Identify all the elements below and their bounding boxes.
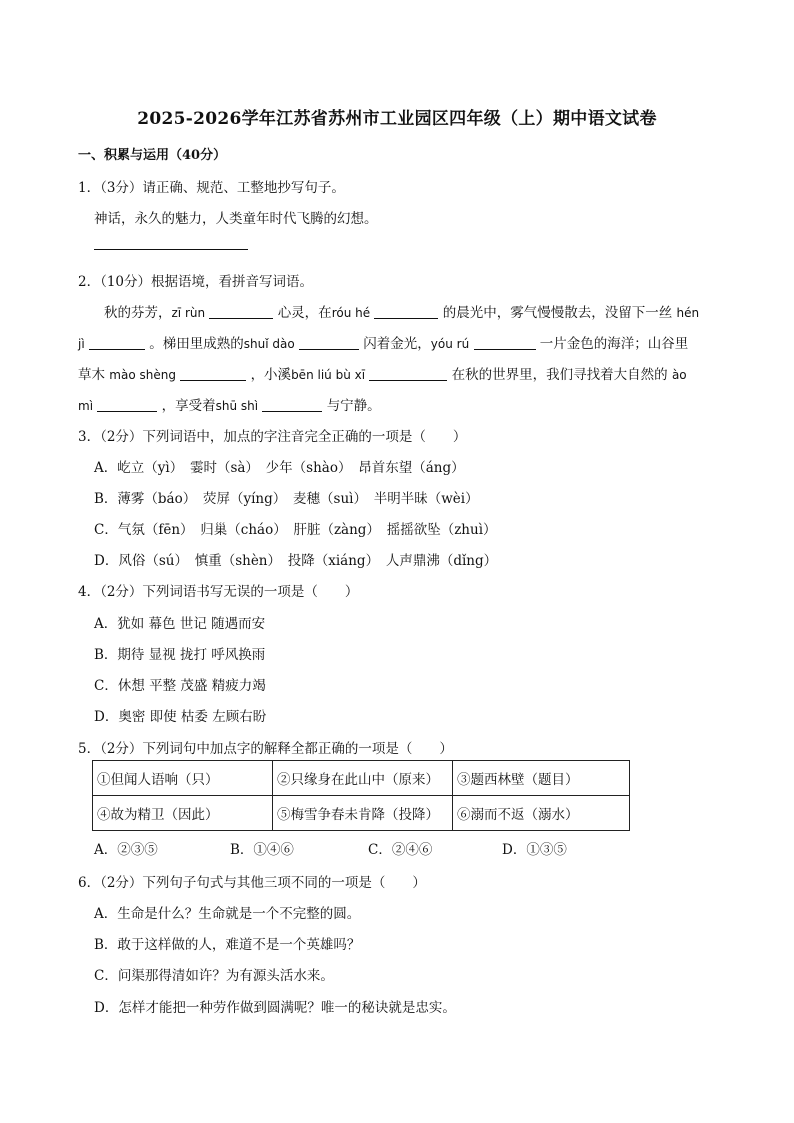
option-d[interactable]: D．奥密 即使 枯委 左顾右盼 [94, 709, 267, 725]
option-b[interactable]: B．敢于这样做的人，难道不是一个英雄吗？ [94, 937, 361, 953]
option-c[interactable]: C．气氛（fēn） 归巢（cháo） 肝脏（zàng） 摇摇欲坠（zhuì） [94, 522, 497, 538]
pinyin: hén [676, 306, 700, 320]
passage-line-3 [78, 363, 687, 383]
passage-line-1 [104, 301, 699, 321]
option-b[interactable]: B．期待 显视 拢打 呼风换雨 [94, 647, 266, 663]
passage-text: 心灵，在 [277, 305, 332, 321]
table-cell: ②只缘身在此山中（原来） [273, 761, 453, 796]
pinyin: róu hé [331, 306, 371, 320]
passage-text: 一片金色的海洋；山谷里 [539, 336, 689, 352]
passage-text: 草木 [78, 367, 105, 383]
passage-line-4 [78, 394, 381, 414]
answer-line[interactable] [94, 249, 248, 250]
passage-text: 的晨光中，雾气慢慢散去，没留下一丝 [442, 305, 673, 321]
pinyin: ào [671, 368, 687, 382]
passage-line-2 [78, 332, 688, 352]
passage-text: 闪着金光， [363, 336, 431, 352]
definition-table [92, 760, 630, 831]
choice-c[interactable]: C．②④⑥ [368, 842, 433, 858]
fill-blank[interactable] [374, 304, 438, 319]
choice-a[interactable]: A．②③⑤ [94, 842, 158, 858]
option-d[interactable]: D．怎样才能把一种劳作做到圆满呢？唯一的秘诀就是忠实。 [94, 1000, 456, 1016]
fill-blank[interactable] [89, 335, 145, 350]
pinyin: shū shì [215, 399, 259, 413]
table-cell: ⑥溺而不返（溺水） [453, 796, 630, 831]
choice-d[interactable]: D．①③⑤ [502, 842, 567, 858]
passage-text: 。梯田里成熟的 [149, 336, 244, 352]
question-1-sentence: 神话，永久的魅力，人类童年时代飞腾的幻想。 [94, 211, 378, 227]
table-cell: ④故为精卫（因此） [93, 796, 273, 831]
passage-text: 在秋的世界里，我们寻找着大自然的 [451, 367, 668, 383]
question-2-stem: 2．（10分）根据语境，看拼音写词语。 [78, 274, 314, 290]
section-heading: 一、积累与运用（40分） [78, 148, 227, 163]
passage-text: 与宁静。 [326, 398, 381, 414]
option-a[interactable]: A．屹立（yì） 霎时（sà） 少年（shào） 昂首东望（áng） [94, 460, 465, 476]
pinyin: zī rùn [171, 306, 206, 320]
question-3-stem: 3．（2分）下列词语中，加点的字注音完全正确的一项是（ ） [78, 429, 467, 445]
option-c[interactable]: C．问渠那得清如许？为有源头活水来。 [94, 968, 334, 984]
pinyin: shuǐ dào [243, 337, 295, 351]
question-5-stem: 5．（2分）下列词句中加点字的解释全都正确的一项是（ ） [78, 741, 453, 757]
table-row [93, 796, 630, 831]
pinyin: bēn liú bù xī [291, 368, 366, 382]
question-4-stem: 4．（2分）下列词语书写无误的一项是（ ） [78, 584, 359, 600]
table-cell: ⑤梅雪争春未肯降（投降） [273, 796, 453, 831]
table-cell: ①但闻人语响（只） [93, 761, 273, 796]
fill-blank[interactable] [180, 366, 246, 381]
option-d[interactable]: D．风俗（sú） 慎重（shèn） 投降（xiáng） 人声鼎沸（dǐng） [94, 553, 498, 569]
question-6-stem: 6．（2分）下列句子句式与其他三项不同的一项是（ ） [78, 875, 426, 891]
option-a[interactable]: A．犹如 幕色 世记 随遇而安 [94, 616, 266, 632]
option-c[interactable]: C．休想 平整 茂盛 精疲力竭 [94, 678, 266, 694]
pinyin: yóu rú [430, 337, 470, 351]
passage-text: ，小溪 [250, 367, 292, 383]
exam-title: 2025-2026学年江苏省苏州市工业园区四年级（上）期中语文试卷 [137, 109, 657, 129]
fill-blank[interactable] [299, 335, 359, 350]
passage-text: 秋的芬芳， [104, 305, 172, 321]
question-1-stem: 1．（3分）请正确、规范、工整地抄写句子。 [78, 180, 345, 196]
passage-text: ，享受着 [161, 398, 216, 414]
table-row [93, 761, 630, 796]
fill-blank[interactable] [474, 335, 536, 350]
fill-blank[interactable] [209, 304, 273, 319]
option-b[interactable]: B．薄雾（báo） 荧屏（yíng） 麦穗（suì） 半明半昧（wèi） [94, 491, 479, 507]
fill-blank[interactable] [97, 397, 157, 412]
choice-b[interactable]: B．①④⑥ [230, 842, 294, 858]
option-a[interactable]: A．生命是什么？生命就是一个不完整的圆。 [94, 906, 361, 922]
fill-blank[interactable] [262, 397, 322, 412]
pinyin: mì [78, 399, 94, 413]
fill-blank[interactable] [369, 366, 447, 381]
pinyin: jì [78, 337, 85, 351]
pinyin: mào shèng [109, 368, 176, 382]
table-cell: ③题西林壁（题目） [453, 761, 630, 796]
